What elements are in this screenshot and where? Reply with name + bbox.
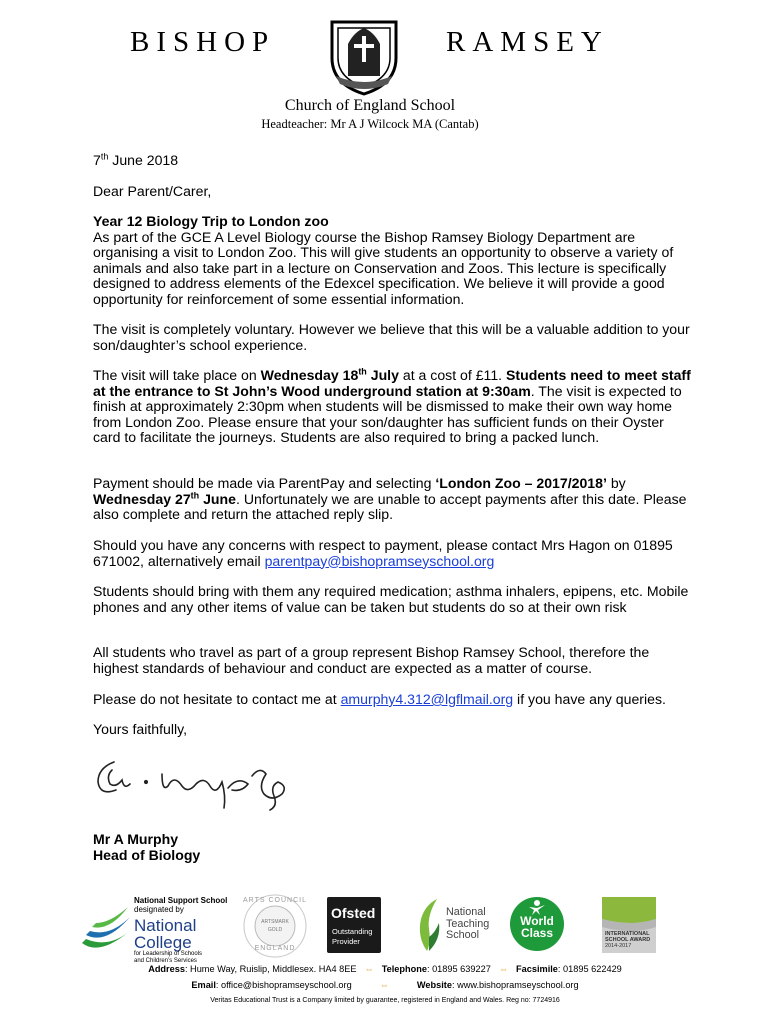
ofsted-line2: Provider: [332, 937, 360, 946]
footer-legal: Veritas Educational Trust is a Company limited by guarantee, registered in England and Wales. Reg no: 7724916: [210, 997, 560, 1004]
paragraph-voluntary: The visit is completely voluntary. However we believe that this will be a valuable addition to your son/daughter’s school experience.: [93, 321, 690, 353]
closing: Yours faithfully,: [93, 721, 188, 737]
world-class-figure-icon: [527, 899, 547, 915]
accreditation-logos: [80, 893, 670, 964]
date-rest: June 2018: [108, 152, 179, 168]
headteacher-line: Headteacher: Mr A J Wilcock MA (Cantab): [261, 117, 479, 131]
header-word-ramsey: RAMSEY: [446, 26, 609, 58]
letter-date: [93, 153, 693, 169]
date-suffix: th: [100, 151, 109, 162]
ofsted-logo: [327, 897, 381, 953]
p3-meeting-point: Students need to meet staff at the entrance to St John’s Wood underground station at 9:30am: [93, 367, 691, 399]
p8-text-2: if you have any queries.: [513, 691, 666, 707]
nss-line4: for Leadership of Schools: [134, 951, 203, 957]
p5-text: Should you have any concerns with respect to payment, please contact Mrs Hagon on 01895 671002, alternatively email: [93, 537, 673, 569]
nss-line1: National Support School: [134, 896, 228, 905]
header-word-bishop: BISHOP: [130, 26, 276, 58]
footer-separator-icon: ⇔: [498, 964, 509, 974]
arts-council-text: ARTS COUNCIL: [243, 897, 307, 904]
ntc-line1: National: [446, 906, 486, 918]
footer-separator-icon: ⇔: [364, 964, 374, 974]
p3-date-suffix: th: [358, 366, 367, 377]
p3-date-month: July: [366, 367, 399, 383]
national-college-logo: [80, 893, 228, 964]
national-college-swirl-icon: [80, 899, 134, 955]
paragraph-intro: As part of the GCE A Level Biology course the Bishop Ramsey Biology Department are organising a visit to London Zoo. This will give students an opportunity to observe a variety of animals and also take part in a lecture on Conservation and Zoos. This lecture is specifically designed to address elements of the Edexcel specification. We believe it will provide a good opportunity for reinforcement of some essential information.: [93, 228, 674, 307]
p3-date: Wednesday 18: [260, 367, 359, 383]
p4-parentpay-item: ‘London Zoo – 2017/2018’: [435, 475, 607, 491]
p4-text-1: Payment should be made via ParentPay and selecting: [93, 475, 436, 491]
artsmark-level: GOLD: [267, 927, 283, 933]
sender-name: Mr A Murphy: [93, 831, 179, 847]
footer-website[interactable]: : www.bishopramseyschool.org: [451, 980, 579, 990]
paragraph-concerns: [93, 538, 693, 569]
letter-body-block: [93, 214, 693, 308]
footer-email-label: Email: [191, 980, 216, 990]
p3-text-1: The visit will take place on: [93, 367, 261, 383]
p4-deadline-suffix: th: [190, 489, 200, 500]
national-teaching-school-logo: [413, 893, 503, 959]
p3-text-3: . The visit is expected to finish at approximately 2:30pm when students will be dismissed to make their own way home from London Zoo. Please ensure that your son/daughter has sufficient funds on their Oyster card to facilitate the journeys. Students are also required to bring a packed lunch.: [93, 382, 682, 446]
wc-line1: World: [520, 914, 554, 928]
school-crest-icon: [318, 18, 410, 96]
footer-facsimile: : 01895 622429: [557, 964, 622, 974]
wc-line2: Class: [520, 926, 554, 940]
england-text: ENGLAND: [254, 945, 296, 952]
date-day: 7: [93, 152, 101, 168]
footer-telephone-label: Telephone: [381, 964, 427, 974]
p4-text-2: by: [606, 475, 626, 491]
signature-image: [92, 752, 302, 814]
p3-text-2: at a cost of £11.: [398, 367, 507, 383]
footer-separator-icon: ⇔: [379, 980, 389, 990]
paragraph-contact: [93, 692, 693, 708]
paragraph-medication: Students should bring with them any required medication; asthma inhalers, epipens, etc. Mobile phones and any other items of value can be taken but students do so at their own risk: [93, 583, 689, 615]
footer-telephone: : 01895 639227: [426, 964, 491, 974]
paragraph-payment: [93, 476, 693, 523]
parentpay-email-link[interactable]: parentpay@bishopramseyschool.org: [264, 552, 495, 569]
teacher-email-link[interactable]: amurphy4.312@lgflmail.org: [340, 691, 514, 707]
footer-facsimile-label: Facsimile: [516, 964, 558, 974]
footer-address-label: Address: [148, 964, 185, 974]
footer-email[interactable]: : office@bishopramseyschool.org: [215, 980, 352, 990]
isa-line1: INTERNATIONAL: [605, 931, 650, 937]
isa-line2: SCHOOL AWARD: [605, 937, 651, 943]
p4-text-3: . Unfortunately we are unable to accept payments after this date. Please also complete and return the attached reply slip.: [93, 490, 687, 523]
nss-line5: and Children’s Services: [134, 958, 197, 964]
ofsted-line1: Outstanding: [332, 927, 373, 936]
international-school-award-logo: [602, 897, 656, 953]
world-class-logo: [510, 897, 564, 951]
letter-subject: Year 12 Biology Trip to London zoo: [93, 213, 329, 229]
salutation: Dear Parent/Carer,: [93, 183, 212, 199]
paragraph-behaviour: All students who travel as part of a group represent Bishop Ramsey School, therefore the highest standards of behaviour and conduct are expected as a matter of course.: [93, 644, 650, 676]
ntc-line2: Teaching: [446, 917, 490, 930]
isa-line3: 2014-2017: [605, 943, 632, 949]
p8-text-1: Please do not hesitate to contact me at: [93, 691, 341, 707]
nss-line2: designated by: [134, 904, 184, 914]
paragraph-visit-details: [93, 368, 693, 446]
footer-contact-line2: [0, 980, 770, 990]
footer-website-label: Website: [416, 980, 452, 990]
school-name: Church of England School: [284, 97, 456, 114]
artsmark-text: ARTSMARK: [261, 919, 289, 925]
teaching-school-leaf-icon: [413, 897, 443, 953]
footer-contact-line1: [0, 964, 770, 974]
footer-address: : Hume Way, Ruislip, Middlesex. HA4 8EE: [184, 964, 357, 974]
nss-line3: National College: [134, 916, 197, 952]
p4-deadline-month: June: [199, 490, 236, 507]
sender-block: [93, 832, 693, 863]
ofsted-title: Ofsted: [331, 905, 376, 921]
arts-council-logo: [242, 893, 308, 959]
ntc-line3: School: [446, 929, 480, 941]
sender-title: Head of Biology: [93, 846, 201, 863]
p4-deadline: Wednesday 27: [93, 490, 191, 507]
